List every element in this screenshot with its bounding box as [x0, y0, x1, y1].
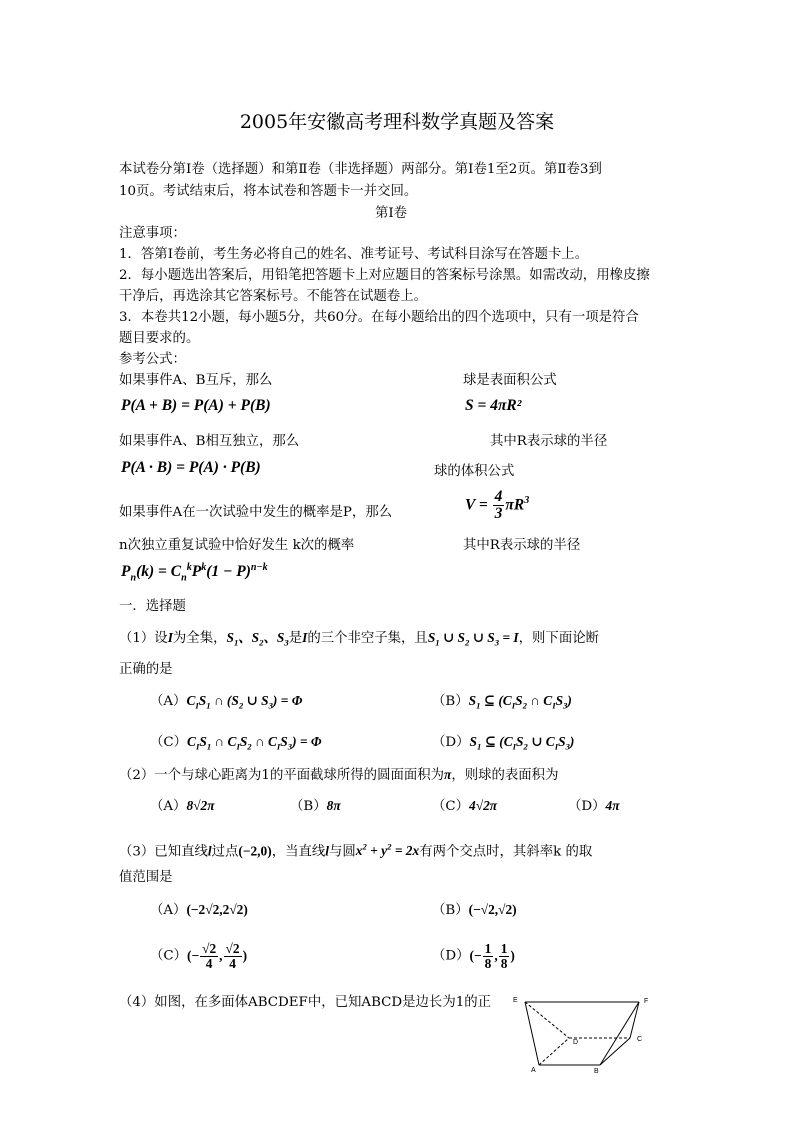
polyhedron-figure	[505, 990, 675, 1080]
label-b: B	[594, 1068, 599, 1075]
section-choice-heading: 一．选择题	[119, 599, 186, 614]
q1-option-c: $(C)C_IS_1$ ∩ $C_IS_2$ ∩ $C_IS_3) = \Phi$	[150, 734, 322, 752]
label-c: C	[637, 1036, 643, 1043]
formula-left-3b-label: n次独立重复试验中恰好发生 k次的概率	[119, 538, 355, 553]
formula-right-3-label: 球的体积公式	[434, 464, 515, 479]
formula-left-2: P(A · B) = P(A) · P(B)	[121, 459, 261, 476]
question-4: （4）如图，在多面体ABCDEF中，已知ABCD是边长为1的正	[119, 995, 492, 1010]
notes-heading: 注意事项：	[119, 226, 186, 241]
label-d: D	[573, 1039, 579, 1046]
formula-left-2-label: 如果事件A、B相互独立，那么	[119, 434, 300, 449]
edge-bf	[600, 1002, 639, 1065]
question-2: （2）一个与球心距离为1的平面截球所得的圆面面积为π，则球的表面积为	[119, 767, 559, 783]
question-1: （1）设I为全集，$S_1$、$S_2$、$S_3$是I的三个非空子集，且$S_1$ ∪ $S_2$ ∪ $S_3 = I$，则下面论断	[119, 630, 599, 648]
label-f: F	[644, 998, 649, 1005]
formula-sphere-volume: V = $\frac{4}{3}$ $\pi R^3$	[465, 488, 530, 523]
label-a: A	[531, 1067, 536, 1074]
formula-left-1: P(A + B) = P(A) + P(B)	[121, 397, 271, 414]
formula-right-2-label: 其中R表示球的半径	[490, 434, 608, 449]
q1-option-a: $(A)C_IS_1$ ∩ ($S_2$ ∪ $S_3) = \Phi$	[150, 693, 303, 711]
intro-line-2: 10页。考试结束后，将本试卷和答题卡一并交回。	[119, 184, 418, 199]
note-2-line-2: 干净后，再选涂其它答案标号。不能答在试题卷上。	[119, 289, 427, 304]
q3-option-d: （D）(− $\frac{1}{8}$ , $\frac{1}{8}$ )	[432, 941, 515, 972]
edge-cf	[630, 1002, 639, 1038]
formula-sphere-area: S = 4πR²	[465, 397, 522, 414]
formula-right-4-label: 其中R表示球的半径	[463, 538, 581, 553]
q3-option-a: （A）(−2√2,2√2)	[150, 902, 248, 918]
section-heading-1: 第Ⅰ卷	[375, 206, 408, 221]
note-1: 1．答第Ⅰ卷前，考生务必将自己的姓名、准考证号、考试科目涂写在答题卡上。	[119, 247, 589, 262]
q2-option-b: （B）8π	[290, 798, 341, 814]
question-3: （3）已知直线l过点(−2,0)，当直线l与圆$x^2 + y^2 = 2x$有两个交点时，其斜率k 的取	[119, 842, 593, 860]
q1-option-d: $(D)S_1$ ⊆ ($C_IS_2$ ∪ $C_IS_3$)	[432, 734, 575, 752]
label-e: E	[513, 997, 518, 1004]
formula-right-1-label: 球是表面积公式	[463, 373, 557, 388]
note-2-line-1: 2．每小题选出答案后，用铅笔把答题卡上对应题目的答案标号涂黑。如需改动，用橡皮擦	[119, 268, 650, 283]
question-1-line-2: 正确的是	[119, 662, 173, 677]
formula-left-1-label: 如果事件A、B互斥，那么	[119, 373, 273, 388]
intro-line-1: 本试卷分第Ⅰ卷（选择题）和第Ⅱ卷（非选择题）两部分。第Ⅰ卷1至2页。第Ⅱ卷3到	[119, 162, 602, 177]
formula-heading: 参考公式：	[119, 352, 186, 367]
page-title: 2005年安徽高考理科数学真题及答案	[239, 111, 555, 133]
formula-binomial: $P_n(k) = C_n^kP^k(1 - P)^{n-k}$	[121, 562, 268, 584]
q2-option-c: （C）4√2π	[432, 798, 498, 814]
note-3-line-1: 3．本卷共12小题，每小题5分，共60分。在每小题给出的四个选项中，只有一项是符合	[119, 310, 639, 325]
question-3-line-2: 值范围是	[119, 870, 173, 885]
formula-left-3-label: 如果事件A在一次试验中发生的概率是P，那么	[119, 505, 393, 520]
edge-bc	[600, 1038, 630, 1065]
q3-option-c: （C）(− $\frac{√2}{4}$ , $\frac{√2}{4}$ )	[150, 941, 248, 972]
q2-option-d: （D）4π	[568, 798, 620, 814]
edge-ad	[539, 1038, 569, 1065]
q3-option-b: （B）(−√2,√2)	[432, 902, 517, 918]
q1-option-b: $(B)S_1$ ⊆ ($C_IS_2$ ∩ $C_IS_3$)	[432, 693, 572, 711]
q2-option-a: （A）8√2π	[150, 798, 215, 814]
note-3-line-2: 题目要求的。	[119, 331, 200, 346]
